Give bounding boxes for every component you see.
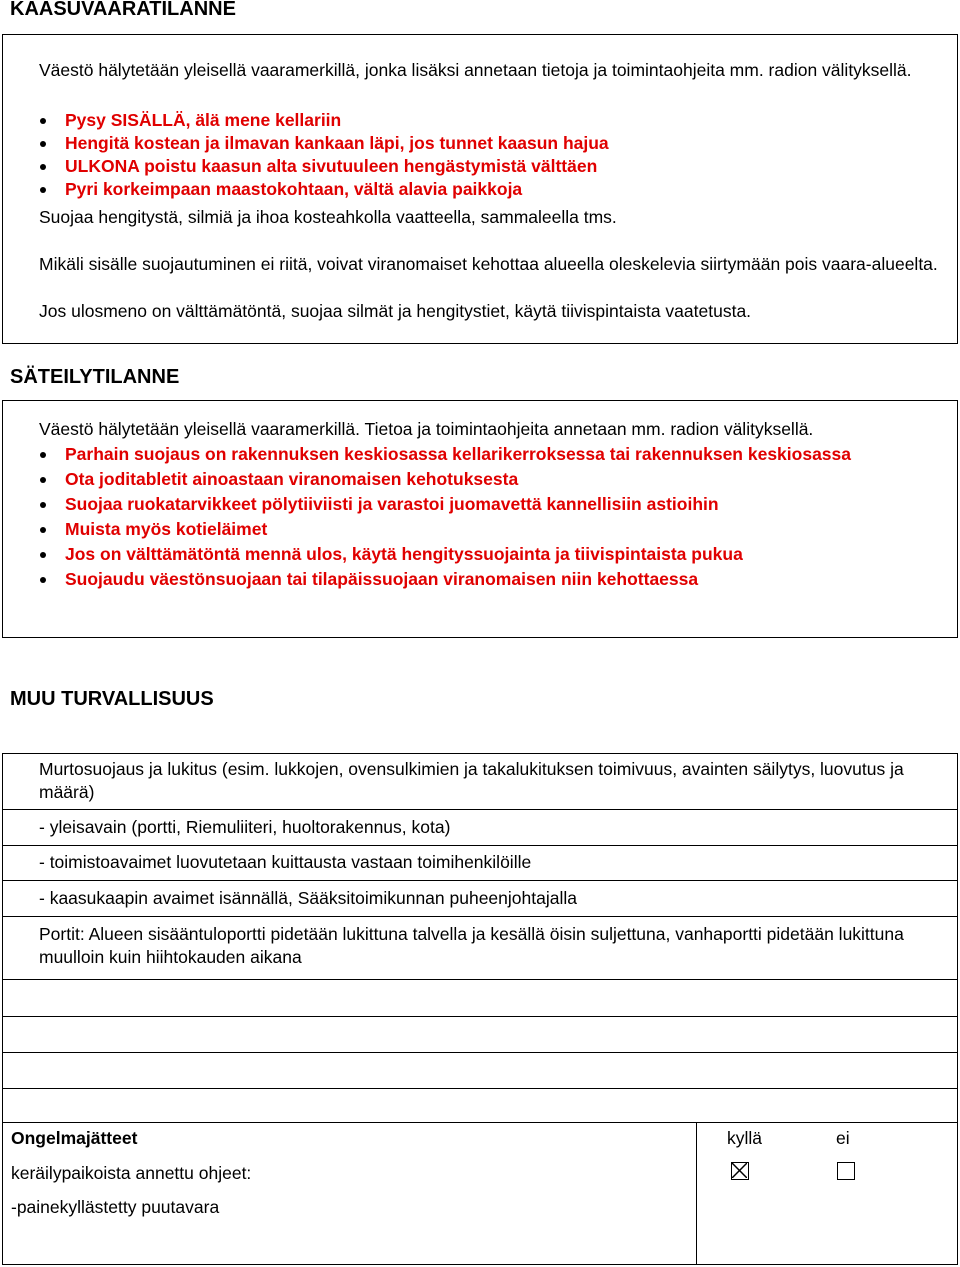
security-row: Portit: Alueen sisääntuloportti pidetään lukittuna talvella ja kesällä öisin suljettuna, vanhaportti pidetään lukittuna muulloin kuin hiihtokauden aikana	[39, 924, 904, 967]
radiation-bullet: Muista myös kotieläimet	[3, 518, 957, 541]
bullet-icon	[40, 187, 46, 193]
gas-heading: KAASUVAARATILANNE	[10, 0, 236, 20]
security-heading: MUU TURVALLISUUS	[10, 688, 214, 710]
gas-bullet: ULKONA poistu kaasun alta sivutuuleen hengästymistä välttäen	[3, 155, 957, 178]
gas-box	[2, 34, 958, 344]
problem-waste-heading: Ongelmajätteet	[11, 1128, 138, 1148]
bullet-icon	[40, 577, 46, 583]
security-row: - yleisavain (portti, Riemuliiteri, huoltorakennus, kota)	[39, 817, 451, 837]
problem-waste-box	[2, 1122, 958, 1265]
radiation-heading: SÄTEILYTILANNE	[10, 366, 180, 388]
gas-protect-text: Suojaa hengitystä, silmiä ja ihoa kosteahkolla vaatteella, sammaleella tms.	[39, 207, 617, 227]
radiation-intro: Väestö hälytetään yleisellä vaaramerkillä. Tietoa ja toimintaohjeita annetaan mm. radion välityksellä.	[39, 419, 814, 439]
security-row: Murtosuojaus ja lukitus (esim. lukkojen, ovensulkimien ja takalukituksen toimivuus, avainten säilytys, luovutus ja määrä)	[39, 759, 904, 802]
bullet-icon	[40, 118, 46, 124]
problem-waste-item: -painekyllästetty puutavara	[11, 1197, 220, 1217]
gas-bullet: Pyri korkeimpaan maastokohtaan, vältä alavia paikkoja	[3, 178, 957, 201]
gas-intro: Väestö hälytetään yleisellä vaaramerkillä, jonka lisäksi annetaan tietoja ja toimintaohjeita mm. radion välityksellä.	[39, 60, 912, 80]
radiation-bullet-list	[3, 443, 957, 591]
radiation-bullet: Ota joditabletit ainoastaan viranomaisen kehotuksesta	[3, 468, 957, 491]
radiation-bullet: Suojaa ruokatarvikkeet pölytiiviisti ja varastoi juomavettä kannellisiin astioihin	[3, 493, 957, 516]
yes-label: kyllä	[727, 1128, 763, 1148]
gas-evacuation-text: Mikäli sisälle suojautuminen ei riitä, voivat viranomaiset kehottaa alueella oleskelevia siirtymään pois vaara-alueelta.	[39, 254, 938, 274]
gas-bullet-list	[3, 109, 957, 201]
no-label: ei	[836, 1128, 850, 1148]
checkbox-cross-icon	[732, 1163, 747, 1178]
bullet-icon	[40, 502, 46, 508]
bullet-icon	[40, 141, 46, 147]
bullet-icon	[40, 552, 46, 558]
problem-waste-instructions-label: keräilypaikoista annettu ohjeet:	[11, 1163, 252, 1183]
radiation-bullet: Jos on välttämätöntä mennä ulos, käytä hengityssuojainta ja tiivispintaista pukua	[3, 543, 957, 566]
yes-checkbox[interactable]	[731, 1162, 749, 1180]
gas-bullet: Hengitä kostean ja ilmavan kankaan läpi, jos tunnet kaasun hajua	[3, 132, 957, 155]
radiation-bullet: Parhain suojaus on rakennuksen keskiosassa kellarikerroksessa tai rakennuksen keskiosassa	[3, 443, 957, 466]
security-row: - toimistoavaimet luovutetaan kuittausta vastaan toimihenkilöille	[39, 852, 532, 872]
bullet-icon	[40, 164, 46, 170]
no-checkbox[interactable]	[837, 1162, 855, 1180]
gas-exit-text: Jos ulosmeno on välttämätöntä, suojaa silmät ja hengitystiet, käytä tiivispintaista vaatetusta.	[39, 301, 752, 321]
radiation-box	[2, 400, 958, 638]
security-row: - kaasukaapin avaimet isännällä, Sääksitoimikunnan puheenjohtajalla	[39, 888, 577, 908]
gas-bullet: Pysy SISÄLLÄ, älä mene kellariin	[3, 109, 957, 132]
bullet-icon	[40, 527, 46, 533]
bullet-icon	[40, 452, 46, 458]
radiation-bullet: Suojaudu väestönsuojaan tai tilapäissuojaan viranomaisen niin kehottaessa	[3, 568, 957, 591]
security-table	[2, 753, 958, 1123]
bullet-icon	[40, 477, 46, 483]
